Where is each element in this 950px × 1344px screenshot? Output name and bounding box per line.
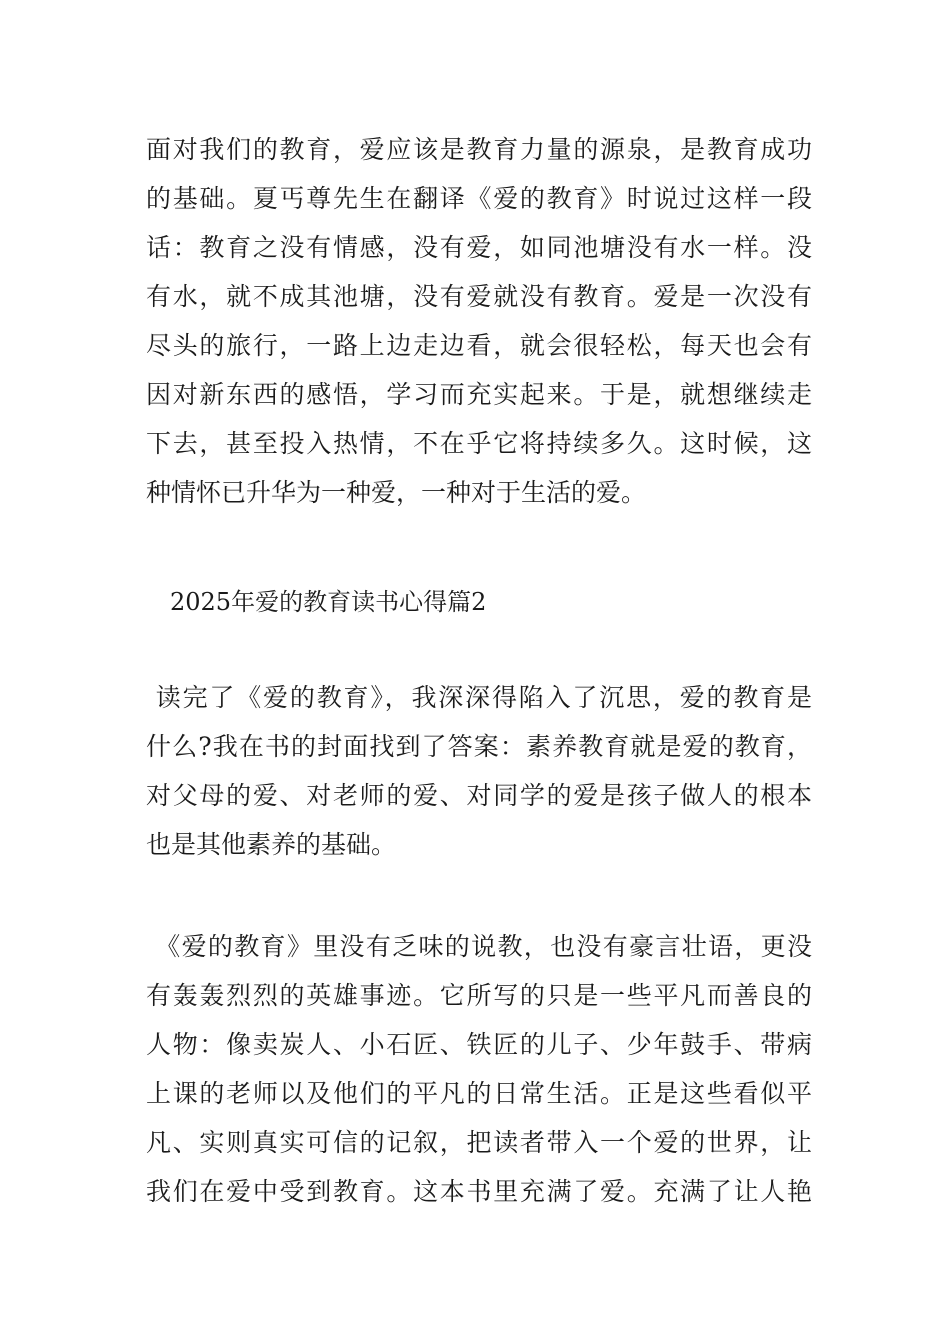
paragraph-line: 《爱的教育》里没有乏味的说教，也没有豪言壮语，更没 bbox=[146, 932, 812, 961]
body-paragraph-3 bbox=[146, 922, 812, 1216]
body-paragraph-1 bbox=[146, 125, 812, 517]
paragraph-line: 的基础。夏丐尊先生在翻译《爱的教育》时说过这样一段 bbox=[146, 184, 812, 213]
paragraph-line: 有轰轰烈烈的英雄事迹。它所写的只是一些平凡而善良的 bbox=[146, 981, 812, 1010]
paragraph-line: 凡、实则真实可信的记叙，把读者带入一个爱的世界，让 bbox=[146, 1128, 812, 1157]
section-heading: 2025年爱的教育读书心得篇2 bbox=[170, 588, 487, 616]
paragraph-line: 因对新东西的感悟，学习而充实起来。于是，就想继续走 bbox=[146, 380, 812, 409]
paragraph-line: 有水，就不成其池塘，没有爱就没有教育。爱是一次没有 bbox=[146, 282, 812, 311]
paragraph-line: 面对我们的教育，爱应该是教育力量的源泉，是教育成功 bbox=[146, 135, 812, 164]
paragraph-line: 尽头的旅行，一路上边走边看，就会很轻松，每天也会有 bbox=[146, 331, 812, 360]
paragraph-line: 对父母的爱、对老师的爱、对同学的爱是孩子做人的根本 bbox=[146, 781, 812, 810]
body-paragraph-2 bbox=[146, 673, 812, 869]
paragraph-line: 下去，甚至投入热情，不在乎它将持续多久。这时候，这 bbox=[146, 429, 812, 458]
paragraph-line: 我们在爱中受到教育。这本书里充满了爱。充满了让人艳 bbox=[146, 1177, 812, 1206]
paragraph-line: 什么?我在书的封面找到了答案：素养教育就是爱的教育， bbox=[146, 732, 812, 761]
paragraph-line: 上课的老师以及他们的平凡的日常生活。正是这些看似平 bbox=[146, 1079, 812, 1108]
paragraph-line: 读完了《爱的教育》，我深深得陷入了沉思，爱的教育是 bbox=[146, 683, 812, 712]
paragraph-line: 人物：像卖炭人、小石匠、铁匠的儿子、少年鼓手、带病 bbox=[146, 1030, 812, 1059]
paragraph-line: 种情怀已升华为一种爱，一种对于生活的爱。 bbox=[146, 478, 647, 507]
paragraph-line: 也是其他素养的基础。 bbox=[146, 830, 397, 859]
paragraph-line: 话：教育之没有情感，没有爱，如同池塘没有水一样。没 bbox=[146, 233, 812, 262]
